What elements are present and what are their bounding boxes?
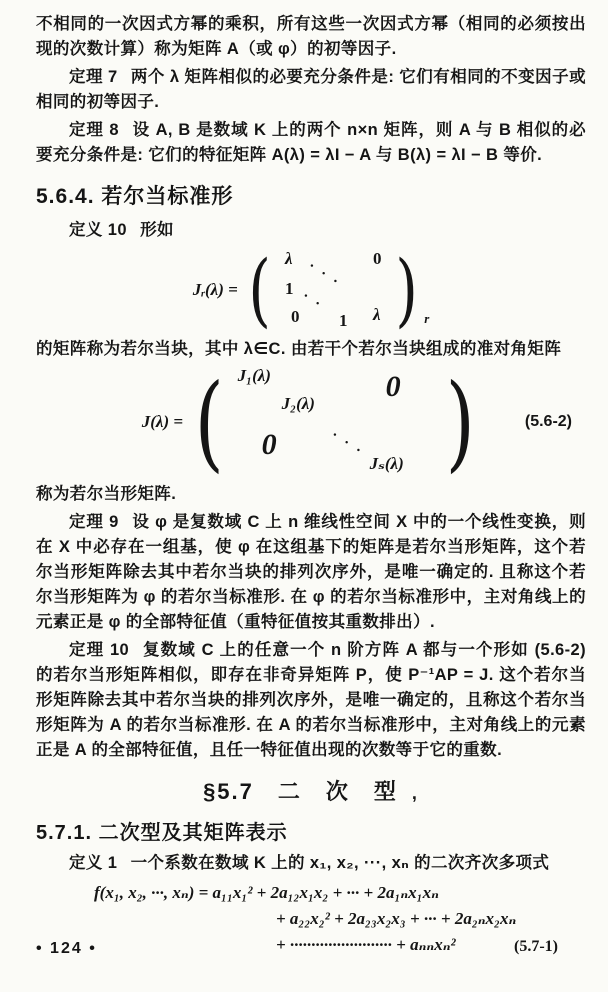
theorem-9-label: 定理 9 — [69, 513, 119, 531]
theorem-8 — [36, 118, 586, 168]
diagonal-dots-icon: ··· — [327, 427, 372, 464]
section-5-7-number: §5.7 — [203, 779, 254, 804]
definition-10-label: 定义 10 — [69, 221, 127, 239]
jordan-block-lhs: Jᵣ(λ) = — [192, 280, 238, 299]
section-5-7-title: 二 次 型 — [277, 779, 398, 804]
jordan-block-matrix — [275, 247, 391, 333]
theorem-10-label: 定理 10 — [69, 641, 130, 659]
matrix-entry-lambda-bottom: λ — [373, 305, 381, 324]
definition-1 — [36, 851, 586, 876]
matrix-order-subscript: r — [424, 311, 430, 326]
theorem-9 — [36, 510, 586, 635]
theorem-10-text: 复数域 C 上的任意一个 n 阶方阵 A 都与一个形如 (5.6-2) 的若尔当形矩阵相似，即存在非奇异矩阵 P，使 P⁻¹AP = J. 这个若尔当形矩阵除去其中若尔当块的排列次序外，是唯一确定的，且称这个若尔当形矩阵为 A 的若尔当标准形. 在 A 的若尔当标准形中，主对角线上的元素正是 A 的全部特征值，且任一特征值出现的次数等于它的重数. — [36, 641, 586, 759]
matrix-entry-zero-bottom-left: 0 — [291, 307, 300, 326]
quadratic-form-line-2: + a₂₂x₂² + 2a₂₃x₂x₃ + ··· + 2a₂ₙx₂xₙ — [276, 909, 517, 928]
matrix-entry-j1: J₁(λ) — [237, 366, 271, 385]
definition-10 — [36, 218, 586, 243]
diagonal-dots-icon: ··· — [304, 258, 349, 295]
left-paren-icon: ( — [194, 361, 224, 483]
section-heading-5-7 — [36, 775, 586, 806]
quadratic-form-line-1: f(x₁, x₂, ···, xₙ) = a₁₁x₁² + 2a₁₂x₁x₂ + ··· + 2a₁ₙx₁xₙ — [94, 883, 439, 902]
left-paren-icon: ( — [248, 243, 271, 336]
jordan-block-equation — [36, 243, 586, 336]
matrix-entry-js: Jₛ(λ) — [369, 454, 404, 473]
page-number: • 124 • — [36, 940, 97, 957]
theorem-7-text: 两个 λ 矩阵相似的必要充分条件是: 它们有相同的不变因子或相同的初等因子. — [36, 68, 586, 111]
matrix-entry-lambda-top: λ — [285, 249, 293, 268]
equation-number-5-7-1: (5.7-1) — [514, 938, 558, 955]
definition-1-label: 定义 1 — [69, 854, 118, 872]
jordan-form-caption: 称为若尔当形矩阵. — [36, 485, 177, 503]
matrix-entry-one-mid: 1 — [285, 279, 294, 298]
theorem-9-text: 设 φ 是复数域 C 上 n 维线性空间 X 中的一个线性变换，则在 X 中必存在一组基，使 φ 在这组基下的矩阵是若尔当形矩阵，这个若尔当形矩阵除去其中若尔当块的排列次序外，是唯一确定的. 且称这个若尔当形矩阵为 φ 的若尔当标准形. 在 φ 的若尔当标准形中，主对角线上的元素正是 φ 的全部特征值（重特征值按其重数排出）. — [36, 513, 586, 631]
jordan-block-caption: 的矩阵称为若尔当块，其中 λ∈C. 由若干个若尔当块组成的准对角矩阵 — [36, 340, 562, 358]
matrix-entry-zero-top-right: 0 — [373, 249, 382, 268]
matrix-entry-one-bottom: 1 — [339, 311, 348, 330]
jordan-form-matrix — [230, 366, 440, 478]
right-paren-icon: ) — [395, 243, 418, 336]
jordan-form-lhs: J(λ) = — [141, 412, 184, 431]
jordan-form-equation — [36, 361, 586, 483]
theorem-8-label: 定理 8 — [69, 121, 119, 139]
definition-10-text: 形如 — [140, 221, 174, 239]
equation-number-5-6-2: (5.6-2) — [524, 413, 572, 430]
quadratic-form-line-3: + ························ + aₙₙxₙ² — [276, 935, 456, 954]
section-heading-5-6-4: 5.6.4. 若尔当标准形 — [36, 185, 234, 208]
matrix-entry-zero-bottom: 0 — [261, 428, 277, 461]
definition-1-text: 一个系数在数域 K 上的 x₁, x₂, ···, xₙ 的二次齐次多项式 — [130, 854, 550, 872]
theorem-7 — [36, 65, 586, 115]
theorem-10 — [36, 638, 586, 763]
right-paren-icon: ) — [445, 361, 475, 483]
section-heading-5-7-1: 5.7.1. 二次型及其矩阵表示 — [36, 822, 288, 844]
quadratic-form-equation — [36, 880, 586, 958]
subdiagonal-dots-icon: ·· — [298, 288, 332, 318]
paragraph-elementary-divisors: 不相同的一次因式方幂的乘积，所有这些一次因式方幂（相同的必须按出现的次数计算）称为矩阵 A（或 φ）的初等因子. — [36, 15, 586, 58]
matrix-entry-j2: J₂(λ) — [281, 394, 315, 413]
ink-mark: , — [411, 783, 419, 803]
theorem-7-label: 定理 7 — [69, 68, 118, 86]
theorem-8-text: 设 A, B 是数域 K 上的两个 n×n 矩阵，则 A 与 B 相似的必要充分条件是: 它们的特征矩阵 A(λ) = λI − A 与 B(λ) = λI − B 等价. — [36, 121, 586, 164]
matrix-entry-zero-top: 0 — [385, 370, 401, 403]
